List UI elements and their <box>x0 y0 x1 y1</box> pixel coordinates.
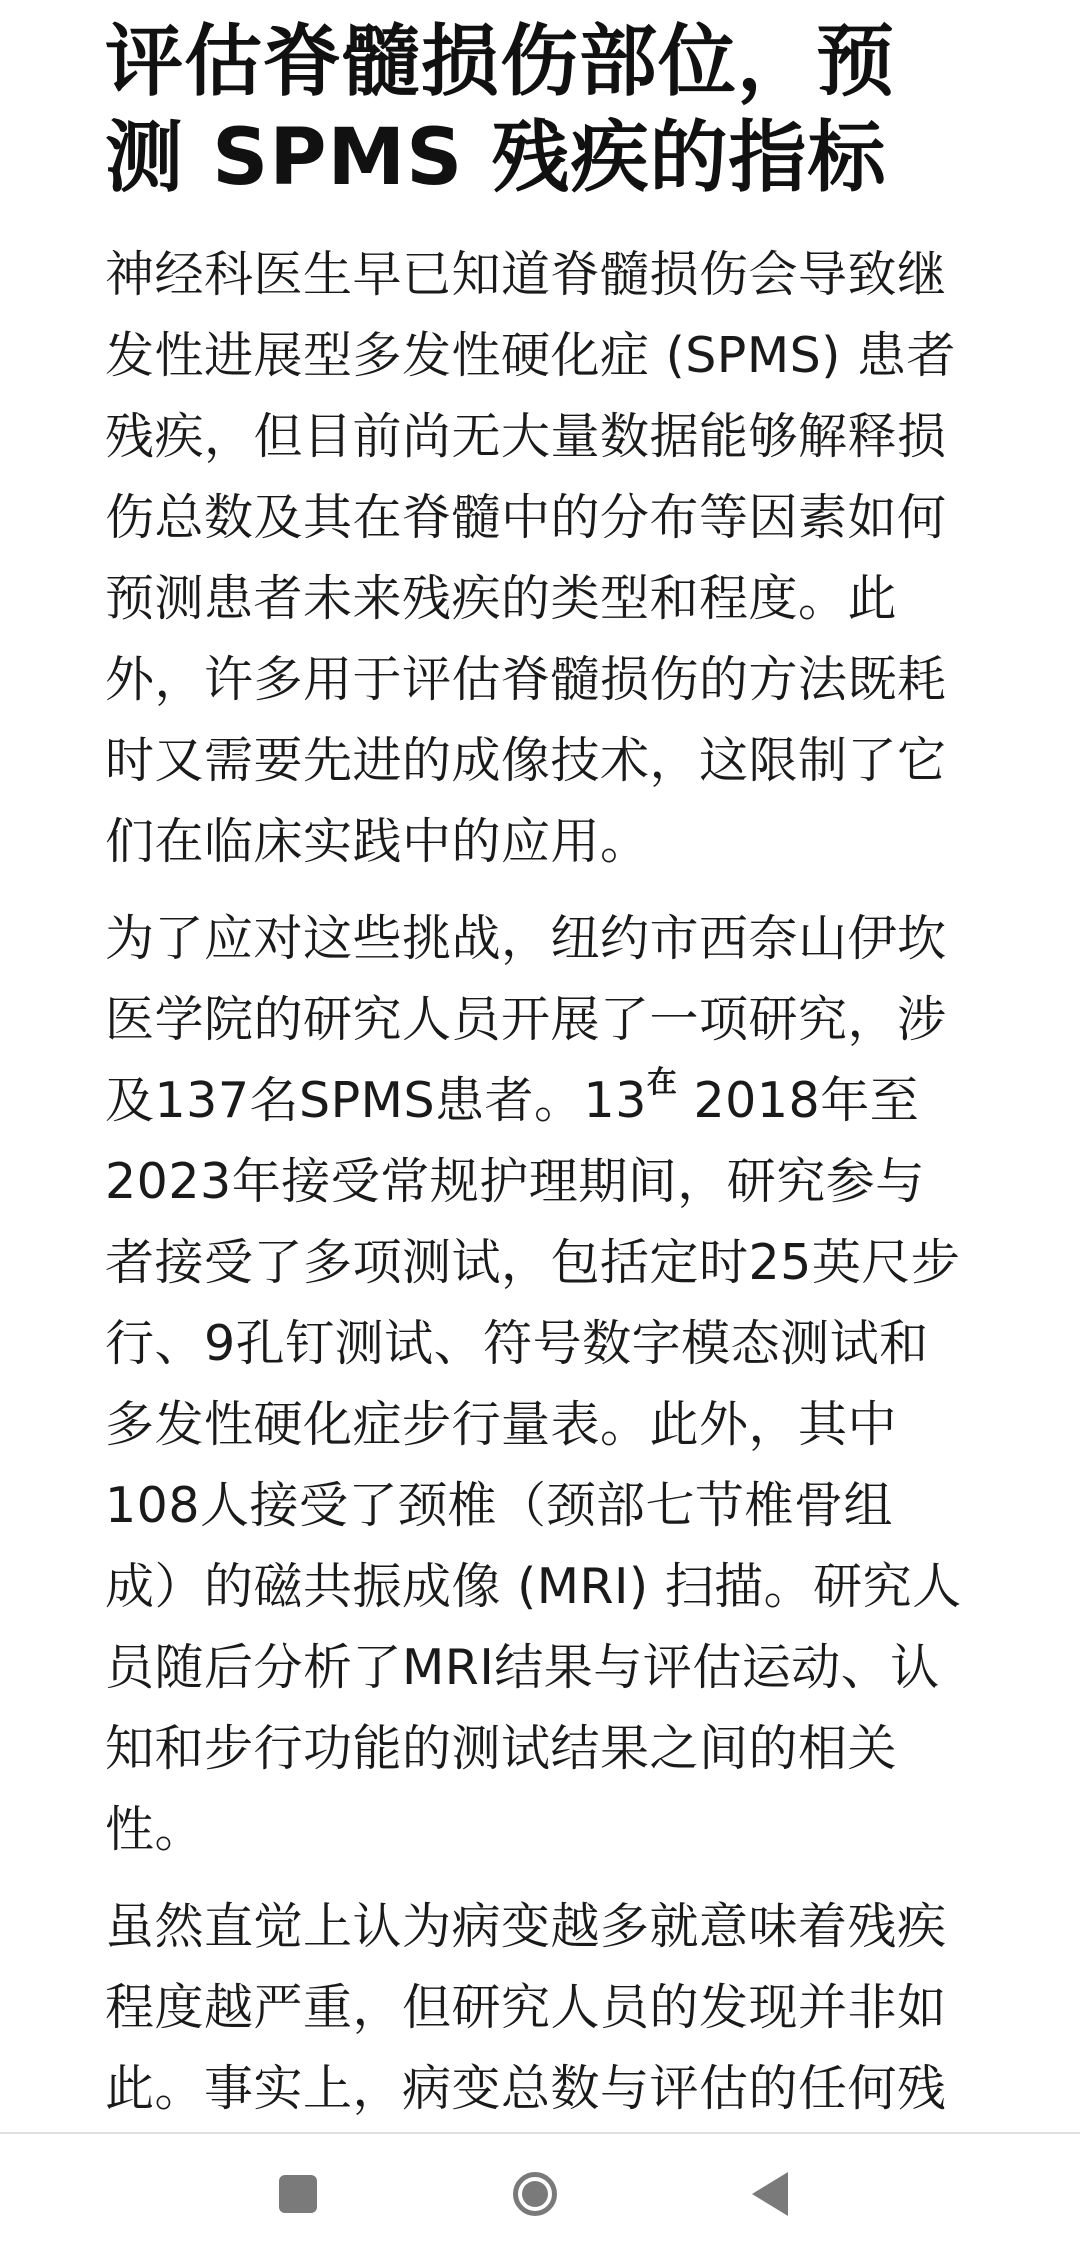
system-navigation-bar <box>0 2134 1080 2265</box>
triangle-back-icon <box>752 2172 788 2216</box>
article-content <box>105 14 985 2132</box>
circle-home-icon <box>513 2172 557 2216</box>
article-title: 评估脊髓损伤部位，预测 SPMS 残疾的指标 <box>105 17 896 203</box>
home-button[interactable] <box>475 2134 595 2254</box>
paragraph-2-text-start: 为了应对这些挑战，纽约市西奈山伊坎医学院的研究人员开展了一项研究，涉及137名SPMS患者。13 <box>105 910 947 1129</box>
article-paragraph-2 <box>105 898 965 1870</box>
article-paragraph-1: 神经科医生早已知道脊髓损伤会导致继发性进展型多发性硬化症 (SPMS) 患者残疾，但目前尚无大量数据能够解释损伤总数及其在脊髓中的分布等因素如何预测患者未来残疾的类型和程度。此外，许多用于评估脊髓损伤的方法既耗时又需要先进的成像技术，这限制了它们在临床实践中的应用。 <box>105 246 956 870</box>
paragraph-2-text-end: 2018年至2023年接受常规护理期间，研究参与者接受了多项测试，包括定时25英尺步行、9孔钉测试、符号数字模态测试和多发性硬化症步行量表。此外，其中108人接受了颈椎（颈部七节椎骨组成）的磁共振成像 (MRI) 扫描。研究人员随后分析了MRI结果与评估运动、认知和步行功能的测试结果之间的相关性。 <box>105 1072 962 1858</box>
recents-button[interactable] <box>238 2134 358 2254</box>
square-icon <box>279 2175 317 2213</box>
paragraph-2-superscript: 在 <box>646 1065 678 1100</box>
home-dot <box>522 2181 548 2207</box>
back-button[interactable] <box>710 2134 830 2254</box>
article-paragraph-3: 虽然直觉上认为病变越多就意味着残疾程度越严重，但研究人员的发现并非如此。事实上，病变总数与评估的任何残 <box>105 1898 947 2117</box>
